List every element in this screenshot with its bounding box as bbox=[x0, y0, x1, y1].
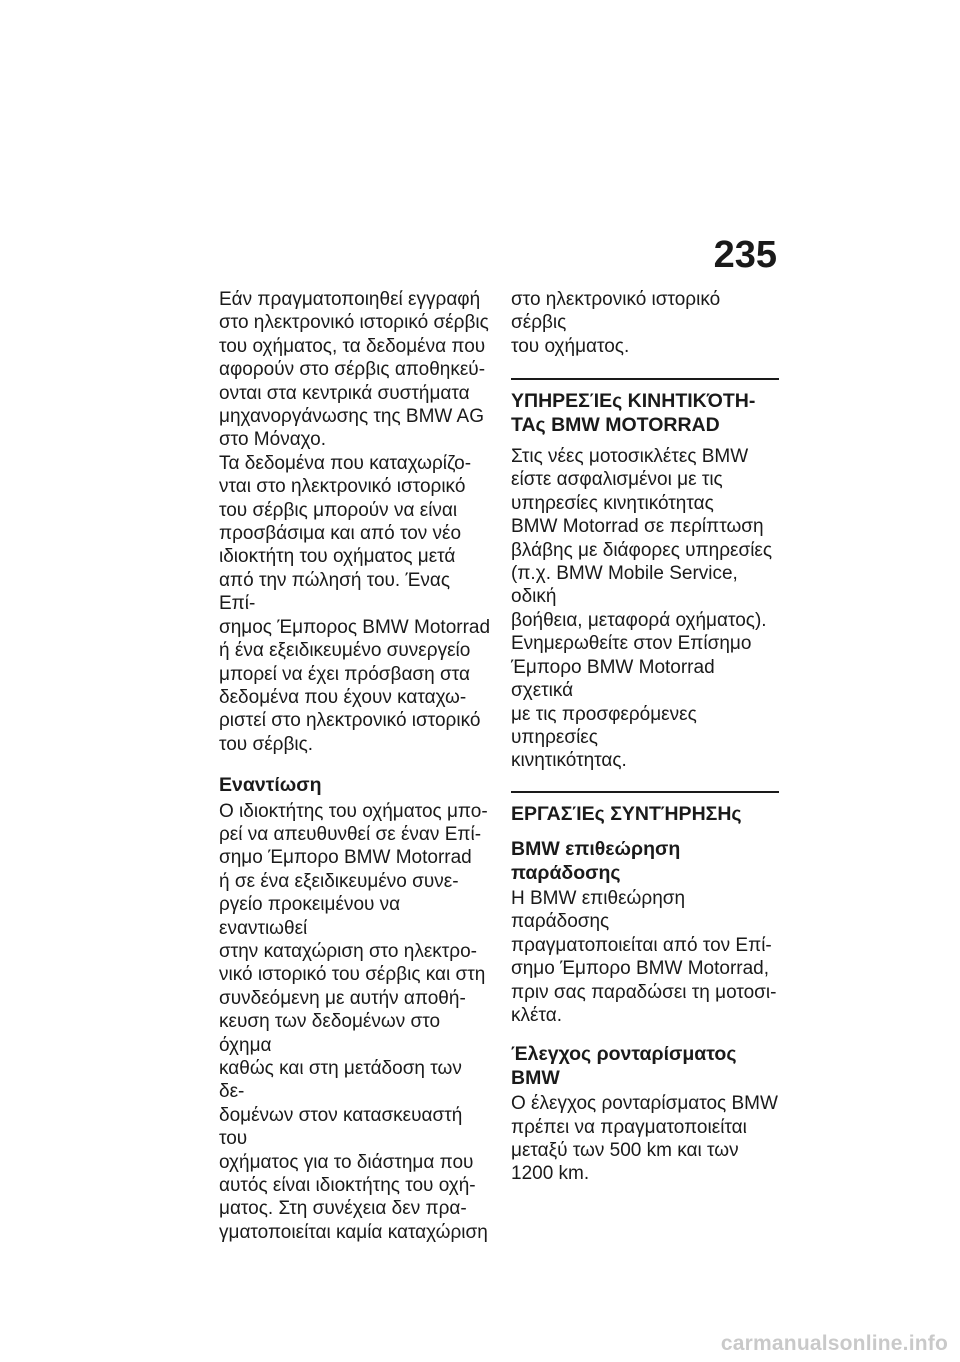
right-column bbox=[511, 288, 779, 1186]
watermark-text: carmanualsonline.info bbox=[720, 1332, 948, 1355]
heading-objection: Εναντίωση bbox=[219, 774, 322, 797]
section-heading-mobility-services: ΥΠΗΡΕΣΊΕς ΚΙΝΗΤΙΚΌΤΗ- ΤΑς BMW MOTORRAD bbox=[511, 378, 779, 437]
left-column bbox=[219, 288, 491, 1244]
section-heading-maintenance: ΕΡΓΑΣΊΕς ΣΥΝΤΉΡΗΣΗς bbox=[511, 791, 779, 826]
paragraph-runin-check: Ο έλεγχος ρονταρίσματος BMW πρέπει να πραγματοποιείται μεταξύ των 500 km και των 1200 km. bbox=[511, 1093, 778, 1185]
paragraph-service-history-storage: Εάν πραγματοποιηθεί εγγραφή στο ηλεκτρονικό ιστορικό σέρβις του οχήματος, τα δεδομένα που αφορούν στο σέρβις αποθηκεύ- ονται στα κεντρικά συστήματα μηχανοργάνωσης της BMW AG στο Μόναχο. bbox=[219, 289, 489, 451]
paragraph-mobility-services: Στις νέες μοτοσικλέτες BMW είστε ασφαλισμένοι με τις υπηρεσίες κινητικότητας BMW Motorrad σε περίπτωση βλάβης με διάφορες υπηρεσίες (π.χ. BMW Mobile Service, οδική βοήθεια, μεταφορά οχήματος). Ενημερωθείτε στον Επίσημο Έμπορο BMW Motorrad σχετικά με τις προσφερόμενες υπηρεσίες κινητικότητας. bbox=[511, 446, 773, 772]
paragraph-predelivery-inspection: Η BMW επιθεώρηση παράδοσης πραγματοποιείται από τον Επί- σημο Έμπορο BMW Motorrad, πριν σας παραδώσει τη μοτοσι- κλέτα. bbox=[511, 887, 777, 1026]
paragraph-data-access: Τα δεδομένα που καταχωρίζο- νται στο ηλεκτρονικό ιστορικό του σέρβις μπορούν να είναι προσβάσιμα και από τον νέο ιδιοκτήτη του οχήματος μετά από την πώλησή του. Ένας Επί- σημος Έμπορος BMW Motorrad ή ένα εξειδικευμένο συνεργείο μπορεί να έχει πρόσβαση στα δεδομένα που έχουν καταχω- ριστεί στο ηλεκτρονικό ιστορικό του σέρβις. bbox=[219, 452, 491, 755]
heading-predelivery-inspection: BMW επιθεώρηση παράδοσης bbox=[511, 838, 681, 884]
page-number: 235 bbox=[713, 234, 777, 276]
paragraph-continued: στο ηλεκτρονικό ιστορικό σέρβις του οχήματος. bbox=[511, 289, 721, 357]
paragraph-objection: Ο ιδιοκτήτης του οχήματος μπο- ρεί να απευθυνθεί σε έναν Επί- σημο Έμπορο BMW Motorrad ή σε ένα εξειδικευμένο συνε- ργείο προκειμένου να εναντιωθεί στην καταχώριση στο ηλεκτρο- νικό ιστορικό του σέρβις και στη συνδεόμενη με αυτήν αποθή- κευση των δεδομένων στο όχημα καθώς και στη μετάδοση των δε- δομένων στον κατασκευαστή του οχήματος για το διάστημα που αυτός είναι ιδιοκτήτης του οχή- ματος. Στη συνέχεια δεν πρα- γματοποιείται καμία καταχώριση bbox=[219, 800, 488, 1243]
heading-runin-check: Έλεγχος ρονταρίσματος BMW bbox=[511, 1043, 737, 1089]
